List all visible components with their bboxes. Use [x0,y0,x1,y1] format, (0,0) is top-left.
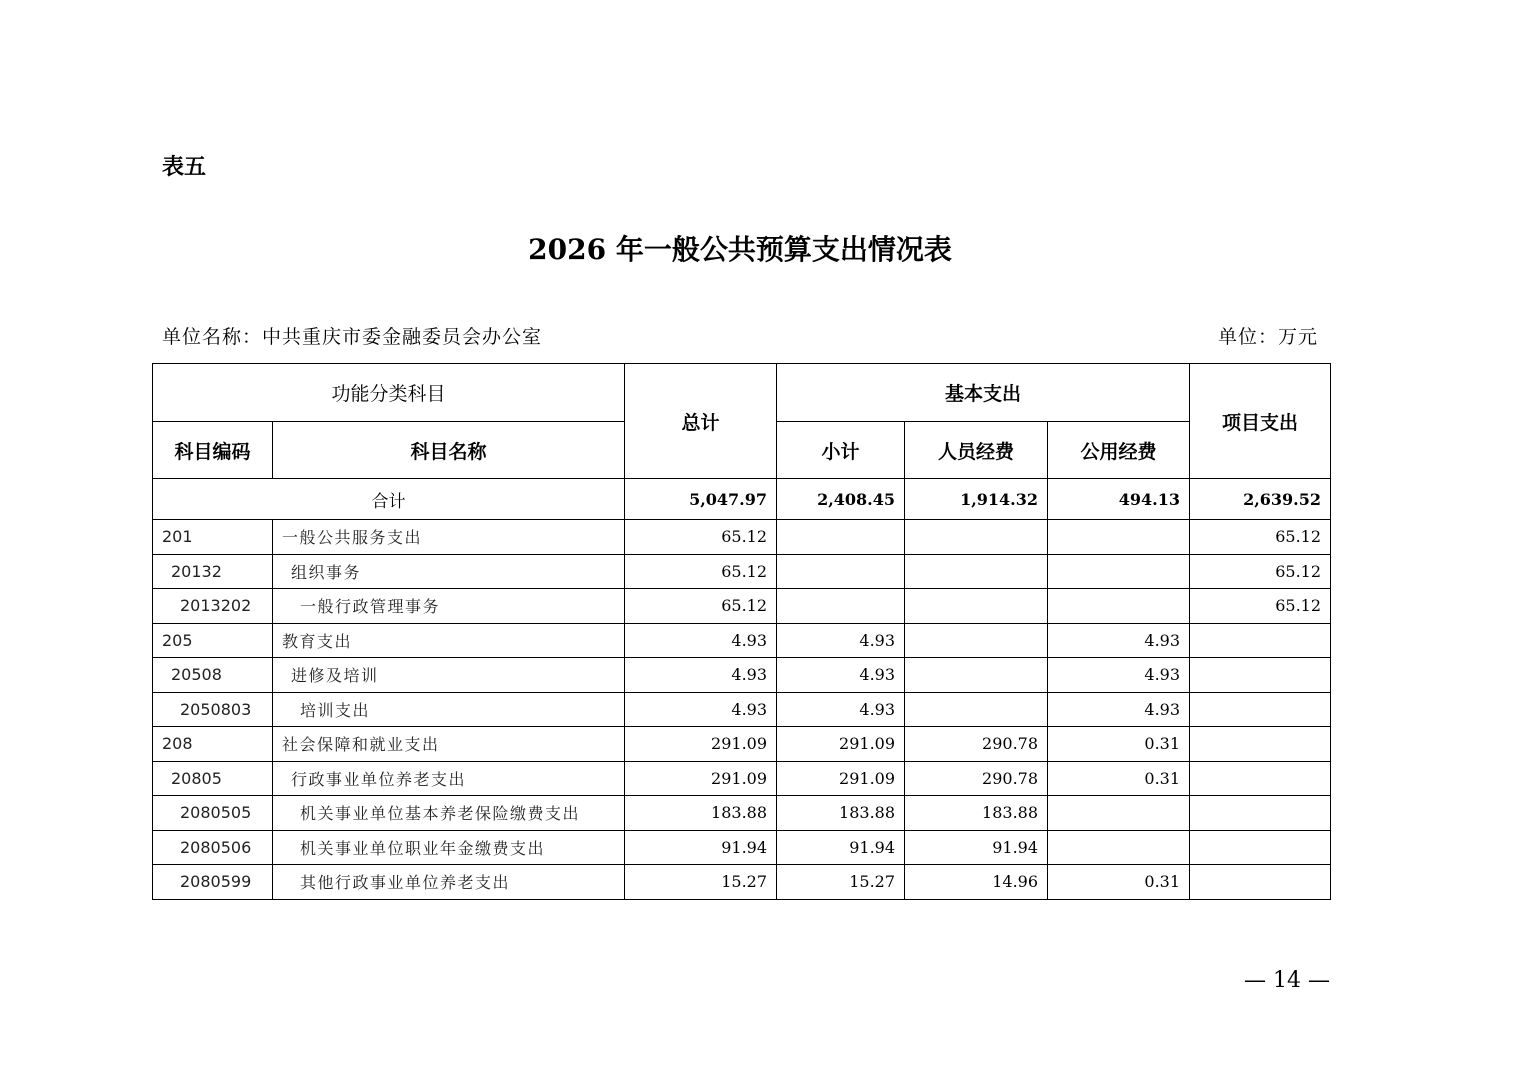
project-cell [1190,865,1331,900]
header-total: 总计 [625,364,777,479]
header-subject-code: 科目编码 [153,422,273,479]
unit-name: 单位名称：中共重庆市委金融委员会办公室 [162,326,543,348]
subtotal-cell: 4.93 [777,623,905,658]
project-cell [1190,830,1331,865]
project-cell [1190,796,1331,831]
table-row [153,554,1331,589]
total-cell-personnel: 1,914.32 [905,479,1048,520]
subject-code-cell: 2080505 [153,796,273,831]
public-cell: 4.93 [1048,658,1190,693]
subject-name-cell: 一般公共服务支出 [273,520,625,555]
total-cell: 291.09 [625,761,777,796]
public-cell [1048,589,1190,624]
project-cell: 65.12 [1190,589,1331,624]
header-personnel-cost: 人员经费 [905,422,1048,479]
subject-code-cell: 20508 [153,658,273,693]
total-cell-subtotal: 2,408.45 [777,479,905,520]
table-row [153,520,1331,555]
subject-name-cell: 社会保障和就业支出 [273,727,625,762]
header-subject-name: 科目名称 [273,422,625,479]
public-cell: 0.31 [1048,727,1190,762]
public-cell [1048,830,1190,865]
personnel-cell [905,520,1048,555]
header-row-1 [153,364,1331,422]
budget-table [152,363,1331,900]
personnel-cell [905,623,1048,658]
subtotal-cell: 183.88 [777,796,905,831]
project-cell: 65.12 [1190,520,1331,555]
project-cell [1190,658,1331,693]
total-cell: 291.09 [625,727,777,762]
subtotal-cell: 4.93 [777,658,905,693]
subject-name-cell: 机关事业单位职业年金缴费支出 [273,830,625,865]
subtotal-cell [777,520,905,555]
personnel-cell: 14.96 [905,865,1048,900]
subject-code-cell: 2013202 [153,589,273,624]
page-number: — 14 — [1244,968,1330,993]
subject-code-cell: 2080599 [153,865,273,900]
subtotal-cell [777,589,905,624]
table-row [153,830,1331,865]
personnel-cell [905,692,1048,727]
header-basic-expenditure: 基本支出 [777,364,1190,422]
subtotal-cell: 4.93 [777,692,905,727]
public-cell [1048,796,1190,831]
subject-name-cell: 一般行政管理事务 [273,589,625,624]
personnel-cell: 290.78 [905,761,1048,796]
total-label: 合计 [153,479,625,520]
total-cell: 4.93 [625,658,777,693]
subtotal-cell: 291.09 [777,727,905,762]
subtotal-cell: 15.27 [777,865,905,900]
public-cell: 0.31 [1048,865,1190,900]
table-label: 表五 [162,155,207,180]
subject-code-cell: 208 [153,727,273,762]
personnel-cell [905,554,1048,589]
subject-name-cell: 培训支出 [273,692,625,727]
public-cell: 4.93 [1048,623,1190,658]
table-row [153,865,1331,900]
subject-name-cell: 其他行政事业单位养老支出 [273,865,625,900]
project-cell [1190,623,1331,658]
public-cell: 0.31 [1048,761,1190,796]
subject-name-cell: 进修及培训 [273,658,625,693]
project-cell: 65.12 [1190,554,1331,589]
subtotal-cell [777,554,905,589]
subject-code-cell: 2050803 [153,692,273,727]
total-cell: 4.93 [625,623,777,658]
personnel-cell [905,589,1048,624]
personnel-cell: 183.88 [905,796,1048,831]
unit-currency: 单位：万元 [1217,326,1318,348]
project-cell [1190,727,1331,762]
total-cell: 183.88 [625,796,777,831]
total-cell: 4.93 [625,692,777,727]
subject-name-cell: 教育支出 [273,623,625,658]
subtotal-cell: 91.94 [777,830,905,865]
total-cell-project: 2,639.52 [1190,479,1331,520]
total-cell-public: 494.13 [1048,479,1190,520]
subject-name-cell: 组织事务 [273,554,625,589]
table-row [153,623,1331,658]
total-cell: 91.94 [625,830,777,865]
table-row [153,727,1331,762]
total-cell: 15.27 [625,865,777,900]
total-row [153,479,1331,520]
personnel-cell: 290.78 [905,727,1048,762]
total-cell: 65.12 [625,589,777,624]
project-cell [1190,692,1331,727]
project-cell [1190,761,1331,796]
header-subtotal: 小计 [777,422,905,479]
table-row [153,589,1331,624]
subject-name-cell: 机关事业单位基本养老保险缴费支出 [273,796,625,831]
table-row [153,692,1331,727]
subtotal-cell: 291.09 [777,761,905,796]
header-project-expenditure: 项目支出 [1190,364,1331,479]
public-cell [1048,520,1190,555]
subject-code-cell: 201 [153,520,273,555]
subject-code-cell: 20132 [153,554,273,589]
header-functional-category: 功能分类科目 [153,364,625,422]
subject-name-cell: 行政事业单位养老支出 [273,761,625,796]
subject-code-cell: 20805 [153,761,273,796]
document-title: 2026 年一般公共预算支出情况表 [528,233,952,266]
personnel-cell: 91.94 [905,830,1048,865]
subject-code-cell: 205 [153,623,273,658]
public-cell: 4.93 [1048,692,1190,727]
total-cell: 65.12 [625,520,777,555]
header-public-cost: 公用经费 [1048,422,1190,479]
total-cell-total: 5,047.97 [625,479,777,520]
table-row [153,796,1331,831]
total-cell: 65.12 [625,554,777,589]
public-cell [1048,554,1190,589]
table-row [153,761,1331,796]
personnel-cell [905,658,1048,693]
subject-code-cell: 2080506 [153,830,273,865]
table-row [153,658,1331,693]
